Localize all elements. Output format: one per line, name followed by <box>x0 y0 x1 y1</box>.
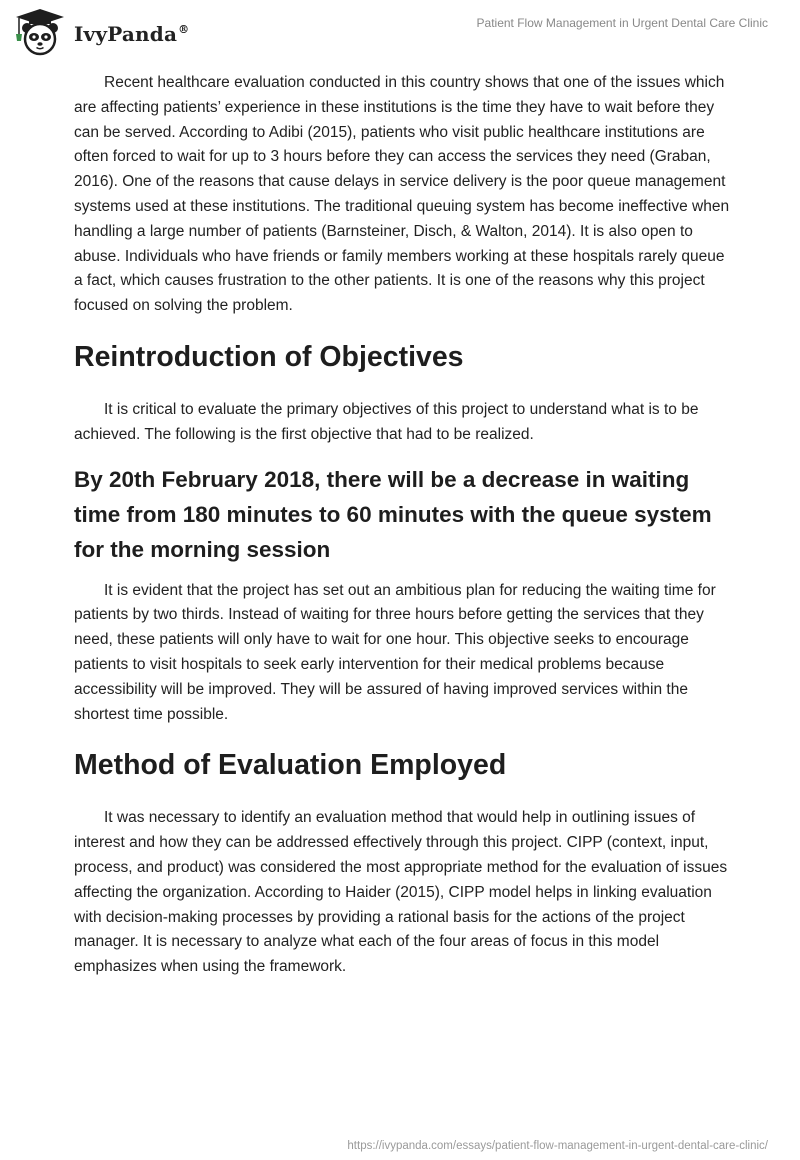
heading-objective-1: By 20th February 2018, there will be a decrease in waiting time from 180 minutes to 60 minutes with the queue system for the morning session <box>74 466 712 562</box>
logo-wordmark <box>74 22 189 46</box>
ivypanda-logo[interactable] <box>14 8 189 56</box>
page-header <box>0 0 800 60</box>
document-title: Patient Flow Management in Urgent Dental Care Clinic <box>476 16 768 30</box>
heading-reintroduction-of-objectives: Reintroduction of Objectives <box>74 340 464 373</box>
panda-graduate-icon <box>14 8 66 56</box>
paragraph-intro: Recent healthcare evaluation conducted in this country shows that one of the issues which are affecting patients’ experience in these institutions is the time they have to wait before they can be served. According to Adibi (2015), patients who visit public healthcare institutions are often forced to wait for up to 3 hours before they can access the services they need (Graban, 2016). One of the reasons that cause delays in service delivery is the poor queue management systems used at these institutions. The traditional queuing system has become ineffective when handling a large number of patients (Barnsteiner, Disch, & Walton, 2014). It is also open to abuse. Individuals who have friends or family members working at these hospitals rarely queue a fact, which causes frustration to the other patients. It is one of the reasons why this project focused on solving the problem. <box>74 74 730 315</box>
article-content <box>74 71 734 980</box>
paragraph-objectives: It is critical to evaluate the primary objectives of this project to understand what is to be achieved. The following is the first objective that had to be realized. <box>74 400 699 443</box>
logo-wordmark-text: IvyPanda <box>74 22 178 46</box>
registered-mark: ® <box>178 23 190 37</box>
source-url[interactable]: https://ivypanda.com/essays/patient-flow-management-in-urgent-dental-care-clinic/ <box>347 1140 768 1152</box>
paragraph-method: It was necessary to identify an evaluation method that would help in outlining issues of interest and how they can be addressed effectively through this project. CIPP (context, input, process, and product) was considered the most appropriate method for the evaluation of issues affecting the organization. According to Haider (2015), CIPP model helps in linking evaluation with decision-making processes by providing a rational basis for the actions of the project manager. It is necessary to analyze what each of the four areas of focus in this model emphasizes when using the framework. <box>74 809 728 976</box>
paragraph-objective-explanation: It is evident that the project has set out an ambitious plan for reducing the waiting time for patients by two thirds. Instead of waiting for three hours before getting the services that they need, these patients will only have to wait for one hour. This objective seeks to encourage patients to visit hospitals to seek early intervention for their medical problems because accessibility will be improved. They will be assured of having improved services within the shortest time possible. <box>74 581 716 723</box>
heading-method-of-evaluation: Method of Evaluation Employed <box>74 749 507 782</box>
